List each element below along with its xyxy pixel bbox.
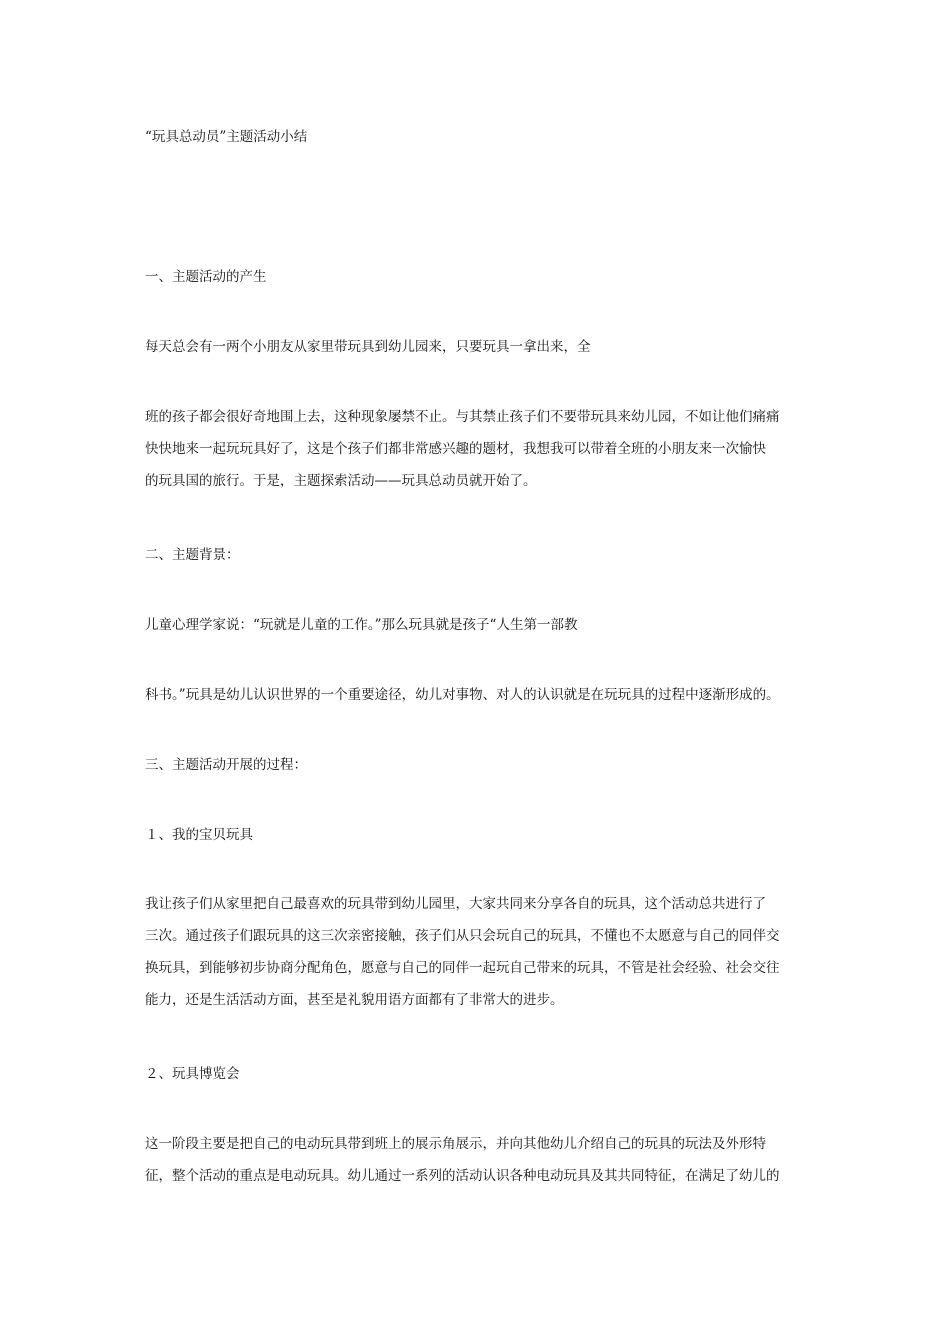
paragraph-line: 每天总会有一两个小朋友从家里带玩具到幼儿园来，只要玩具一拿出来，全	[145, 339, 591, 355]
section-heading-origin: 一、主题活动的产生	[145, 269, 267, 285]
paragraph-line: 快快地来一起玩玩具好了，这是个孩子们都非常感兴趣的题材，我想我可以带着全班的小朋友来一次愉快	[145, 441, 766, 457]
paragraph-line: 三次。通过孩子们跟玩具的这三次亲密接触，孩子们从只会玩自己的玩具，不懂也不太愿意与自己的同伴交	[145, 928, 780, 944]
paragraph-line: 我让孩子们从家里把自己最喜欢的玩具带到幼儿园里，大家共同来分享各自的玩具，这个活动总共进行了	[145, 896, 766, 912]
paragraph-line: 的玩具国的旅行。于是，主题探索活动——玩具总动员就开始了。	[145, 473, 537, 489]
paragraph-line: 这一阶段主要是把自己的电动玩具带到班上的展示角展示，并向其他幼儿介绍自己的玩具的玩法及外形特	[145, 1136, 766, 1152]
paragraph-line: 能力，还是生活活动方面，甚至是礼貌用语方面都有了非常大的进步。	[145, 992, 564, 1008]
paragraph-line: 征，整个活动的重点是电动玩具。幼儿通过一系列的活动认识各种电动玩具及其共同特征，在满足了幼儿的	[145, 1168, 780, 1184]
paragraph-line: 儿童心理学家说：“玩就是儿童的工作。”那么玩具就是孩子“人生第一部教	[145, 617, 578, 633]
section-heading-process: 三、主题活动开展的过程：	[145, 757, 307, 773]
paragraph-line: 科书。”玩具是幼儿认识世界的一个重要途径，幼儿对事物、对人的认识就是在玩玩具的过程中逐渐形成的。	[145, 687, 780, 703]
subsection-heading-toy-expo: ２、玩具博览会	[145, 1066, 240, 1082]
section-heading-background: 二、主题背景：	[145, 547, 240, 563]
subsection-heading-my-treasure-toys: １、我的宝贝玩具	[145, 827, 253, 843]
paragraph-line: 班的孩子都会很好奇地围上去，这种现象屡禁不止。与其禁止孩子们不要带玩具来幼儿园，不如让他们痛痛	[145, 409, 780, 425]
paragraph-line: 换玩具，到能够初步协商分配角色，愿意与自己的同伴一起玩自己带来的玩具，不管是社会经验、社会交往	[145, 960, 780, 976]
document-title: “玩具总动员”主题活动小结	[145, 129, 308, 145]
